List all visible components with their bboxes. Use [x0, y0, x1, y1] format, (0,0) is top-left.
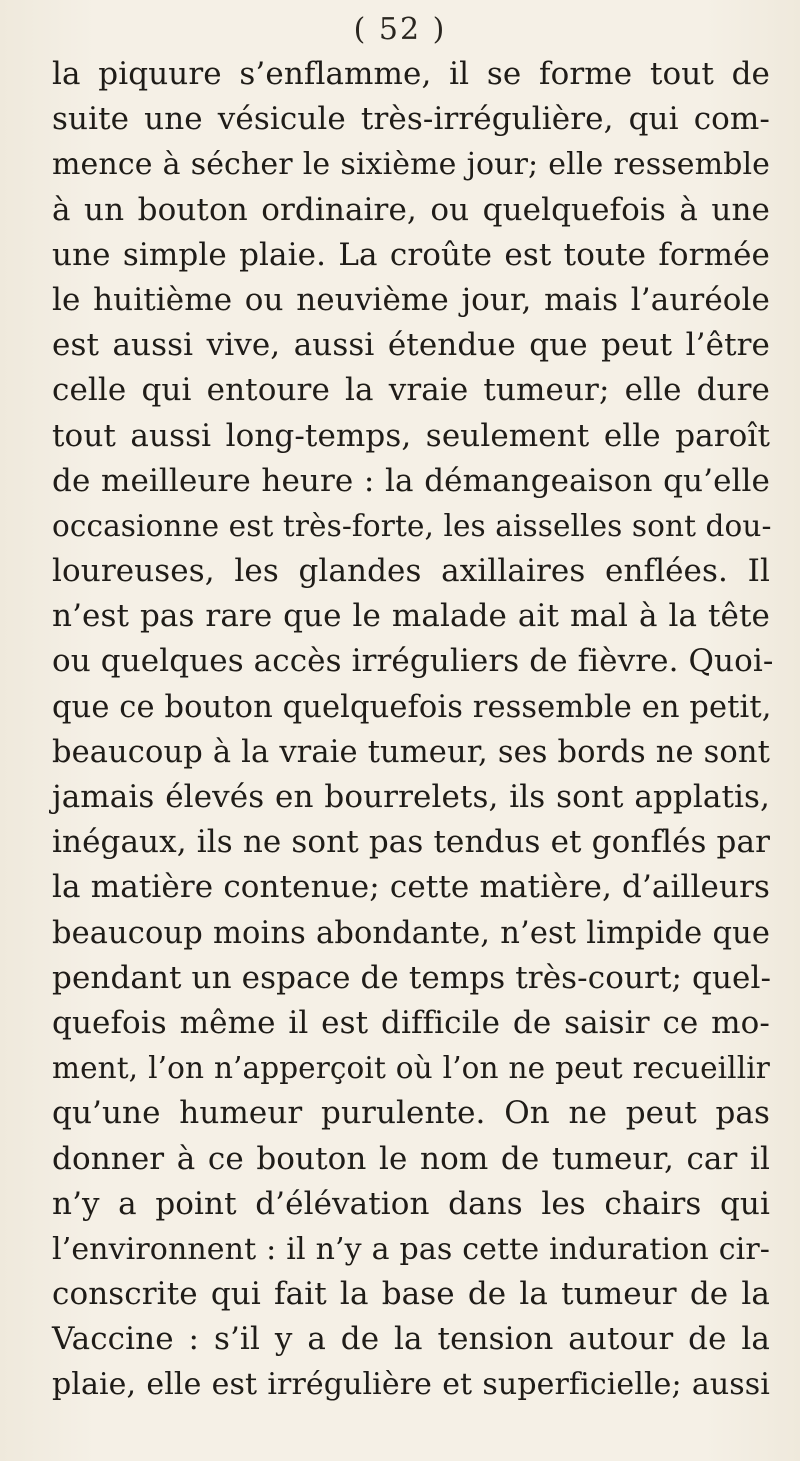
text-line: beaucoup à la vraie tumeur, ses bords ne sont: [52, 734, 770, 770]
text-line: qu’une humeur purulente. On ne peut pas: [52, 1095, 770, 1132]
text-line: une simple plaie. La croûte est toute formée: [52, 236, 770, 273]
text-line: Vaccine : s’il y a de la tension autour de la: [52, 1321, 770, 1358]
text-line: pendant un espace de temps très-court; quel-: [52, 959, 772, 996]
text-line: plaie, elle est irrégulière et superficielle; aussi: [52, 1367, 770, 1403]
text-line: celle qui entoure la vraie tumeur; elle dure: [52, 372, 770, 409]
text-line: à un bouton ordinaire, ou quelquefois à une: [52, 191, 770, 228]
text-line: suite une vésicule très-irrégulière, qui com-: [52, 101, 770, 138]
page-number: ( 52 ): [353, 12, 447, 47]
text-line: de meilleure heure : la démangeaison qu’elle: [52, 462, 770, 499]
text-line: ou quelques accès irréguliers de fièvre. Quoi-: [52, 643, 774, 680]
text-line: que ce bouton quelquefois ressemble en petit,: [52, 689, 772, 725]
text-line: le huitième ou neuvième jour, mais l’auréole: [52, 281, 770, 318]
text-line: conscrite qui fait la base de la tumeur de la: [52, 1276, 770, 1313]
body-text: [52, 52, 774, 1408]
text-line: la matière contenue; cette matière, d’ailleurs: [52, 869, 770, 906]
text-line: est aussi vive, aussi étendue que peut l’être: [52, 327, 770, 364]
text-line: la piquure s’enflamme, il se forme tout de: [52, 56, 770, 92]
text-line: n’y a point d’élévation dans les chairs qui: [52, 1185, 770, 1222]
text-line: quefois même il est difficile de saisir ce mo-: [52, 1004, 770, 1041]
text-line: l’environnent : il n’y a pas cette induration cir-: [52, 1231, 770, 1267]
text-line: inégaux, ils ne sont pas tendus et gonflés par: [52, 824, 770, 861]
text-line: ment, l’on n’apperçoit où l’on ne peut recueillir: [52, 1051, 770, 1086]
text-line: loureuses, les glandes axillaires enflées. Il: [52, 553, 770, 590]
text-line: tout aussi long-temps, seulement elle paroît: [52, 417, 770, 454]
text-line: beaucoup moins abondante, n’est limpide que: [52, 915, 770, 951]
text-line: jamais élevés en bourrelets, ils sont applatis,: [52, 779, 770, 815]
text-line: occasionne est très-forte, les aisselles sont dou-: [52, 508, 772, 543]
text-line: donner à ce bouton le nom de tumeur, car il: [52, 1140, 770, 1177]
text-line: n’est pas rare que le malade ait mal à la tête: [52, 598, 770, 635]
text-line: mence à sécher le sixième jour; elle ressemble: [52, 147, 770, 183]
